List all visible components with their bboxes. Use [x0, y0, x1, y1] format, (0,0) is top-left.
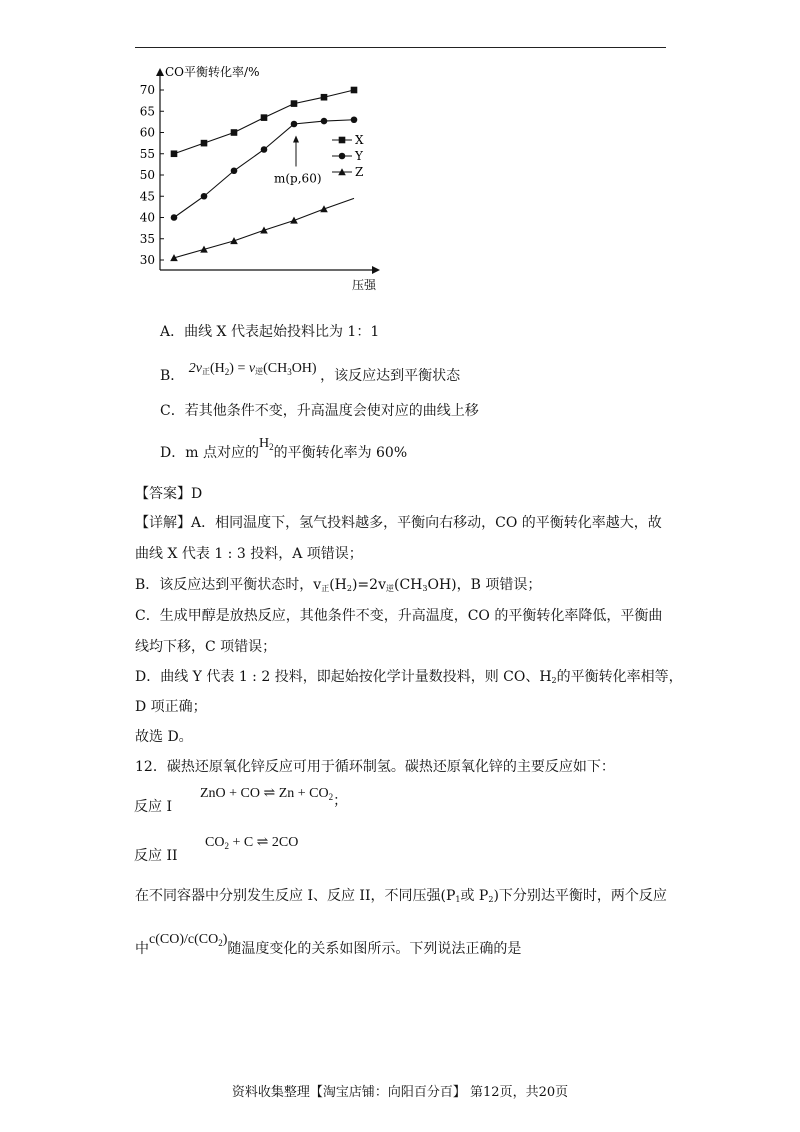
- y-tick-label: 60: [139, 125, 155, 140]
- ratio-a: c(CO)/c(CO: [149, 932, 219, 947]
- y-tick-label: 45: [139, 189, 155, 204]
- d6a: D．曲线 Y 代表 1 : 2 投料，即起始按化学计量数投料，则 CO、H: [135, 669, 552, 685]
- option-d-prefix: D．m 点对应的: [160, 445, 259, 461]
- detail-line-8: 故选 D。: [135, 729, 193, 745]
- detail-line-4: C．生成甲醇是放热反应，其他条件不变，升高温度，CO 的平衡转化率降低，平衡曲: [135, 608, 663, 624]
- r1-main: ZnO + CO ⇌ Zn + CO: [200, 786, 329, 801]
- option-d-suffix: 的平衡转化率为 60%: [273, 445, 408, 461]
- t1-sub2: 2: [488, 895, 494, 904]
- d3a: B．该反应达到平衡状态时，v: [135, 577, 322, 593]
- annotation-arrow-head: [293, 136, 299, 143]
- d-species-sub: 2: [269, 442, 274, 452]
- series-line-Y: [174, 120, 354, 218]
- paren-open: (: [209, 361, 215, 376]
- co-conversion-chart: [130, 60, 390, 300]
- reaction-1-equation: [200, 784, 347, 807]
- q12-text-1: [135, 886, 667, 910]
- series-Z: [170, 198, 354, 261]
- annotation: [274, 136, 322, 186]
- point-Y: [291, 121, 298, 128]
- ratio-b: ): [222, 932, 228, 947]
- detail-line-7: D 项正确；: [135, 699, 207, 715]
- formula-right-species: CH: [267, 361, 288, 376]
- formula-eq: =: [237, 361, 246, 376]
- formula-right-sub: 3: [287, 367, 292, 377]
- option-c: C．若其他条件不变，升高温度会使对应的曲线上移: [160, 403, 479, 419]
- point-Y: [201, 193, 208, 200]
- point-X: [351, 87, 358, 94]
- legend-label-Z: Z: [355, 165, 364, 179]
- legend-marker-Y: [339, 153, 346, 160]
- point-Y: [321, 118, 328, 125]
- d3e: OH)，B 项错误；: [427, 577, 542, 593]
- point-Y: [171, 214, 178, 221]
- y-tick-label: 65: [139, 104, 155, 119]
- formula-right-tail: OH: [291, 361, 312, 376]
- r2-sub: 2: [224, 841, 229, 851]
- t2a: 中: [135, 941, 149, 957]
- d3d: (CH: [393, 577, 423, 593]
- reaction-1-label: 反应 I: [134, 799, 172, 815]
- paren-close-2: ): [311, 361, 317, 376]
- r2-co: CO: [205, 835, 225, 850]
- detail-line-2: 曲线 X 代表 1 : 3 投料，A 项错误；: [135, 546, 363, 562]
- d3-sub3: 逆: [385, 584, 394, 593]
- legend-label-Y: Y: [355, 149, 363, 163]
- point-X: [201, 140, 208, 147]
- d6b: 的平衡转化率相等，: [556, 669, 683, 685]
- q12-intro: 12．碳热还原氧化锌反应可用于循环制氢。碳热还原氧化锌的主要反应如下：: [135, 759, 615, 775]
- t1-sub1: 1: [455, 895, 461, 904]
- formula-left-sub: 2: [224, 367, 230, 377]
- option-b-prefix: B．: [160, 368, 185, 384]
- series-Y: [171, 116, 358, 220]
- reaction-2-label: 反应 II: [134, 848, 178, 864]
- d6-sub: 2: [551, 676, 557, 685]
- detail-line-6: [135, 667, 683, 691]
- point-X: [291, 100, 298, 107]
- option-b: [160, 358, 460, 382]
- point-Y: [261, 146, 268, 153]
- point-X: [321, 94, 328, 101]
- formula-v: v: [248, 361, 256, 376]
- point-X: [261, 114, 268, 121]
- d-species-letter: H: [258, 436, 270, 451]
- answer: 【答案】D: [135, 486, 203, 502]
- annotation-label: m(p,60): [274, 171, 322, 186]
- y-tick-label: 70: [139, 83, 155, 97]
- formula-sub-zheng: 正: [201, 367, 210, 376]
- point-Z: [290, 217, 298, 224]
- d3b: (H: [329, 577, 347, 593]
- y-tick-label: 40: [139, 210, 155, 225]
- page-footer: 资料收集整理【淘宝店铺：向阳百分百】 第12页，共20页: [231, 1085, 569, 1100]
- option-a: A．曲线 X 代表起始投料比为 1：1: [160, 324, 380, 340]
- legend-marker-X: [339, 137, 346, 144]
- formula-sub-ni: 逆: [255, 367, 264, 376]
- q12-text-2: [135, 932, 522, 963]
- d3c: )=2v: [351, 577, 386, 593]
- formula-left-species: H: [214, 361, 225, 376]
- y-tick-label: 55: [139, 146, 155, 161]
- x-axis-arrow: [372, 266, 380, 274]
- d3-sub4: 3: [422, 584, 428, 593]
- t2b: 随温度变化的关系如图所示。下列说法正确的是: [227, 941, 522, 957]
- r1-sub: 2: [328, 792, 334, 802]
- point-Z: [320, 205, 328, 212]
- legend-label-X: X: [355, 133, 364, 147]
- ratio-sub: 2: [218, 938, 223, 948]
- option-b-suffix: ，该反应达到平衡状态: [320, 368, 461, 384]
- x-axis-label: 压强: [352, 278, 377, 292]
- paren-open-2: (: [263, 361, 268, 376]
- r2-rest: + C ⇌ 2CO: [228, 835, 299, 850]
- y-tick-label: 35: [139, 231, 155, 246]
- legend: [332, 133, 364, 179]
- option-b-formula: [189, 361, 320, 376]
- point-X: [171, 150, 178, 157]
- top-rule: [135, 47, 666, 48]
- d3-sub1: 正: [321, 584, 330, 593]
- point-Z: [230, 237, 238, 244]
- y-tick-label: 50: [139, 168, 155, 182]
- y-tick-label: 30: [139, 253, 155, 267]
- chart-axes: [156, 68, 380, 274]
- option-d-species: [259, 436, 274, 451]
- ratio-formula: [149, 932, 227, 947]
- t1c: )下分别达平衡时，两个反应: [493, 888, 667, 904]
- point-X: [231, 129, 238, 136]
- r1-tail: ；: [333, 794, 348, 809]
- y-axis-arrow: [156, 68, 164, 76]
- detail-line-1: 【详解】A．相同温度下，氢气投料越多，平衡向右移动，CO 的平衡转化率越大，故: [135, 515, 662, 531]
- detail-line-5: 线均下移，C 项错误；: [135, 639, 277, 655]
- reaction-2-equation: [205, 833, 298, 856]
- detail-line-3: [135, 575, 541, 599]
- formula-coef: 2v: [188, 361, 202, 376]
- point-Y: [231, 167, 238, 174]
- y-axis-label: CO平衡转化率/%: [165, 65, 260, 79]
- t1b: 或 P: [460, 888, 489, 904]
- option-d: [160, 436, 408, 467]
- series-layer: [170, 87, 357, 261]
- t1a: 在不同容器中分别发生反应 I、反应 II，不同压强(P: [135, 888, 456, 904]
- point-Y: [351, 116, 358, 123]
- paren-close: ): [229, 361, 234, 376]
- d3-sub2: 2: [346, 584, 352, 593]
